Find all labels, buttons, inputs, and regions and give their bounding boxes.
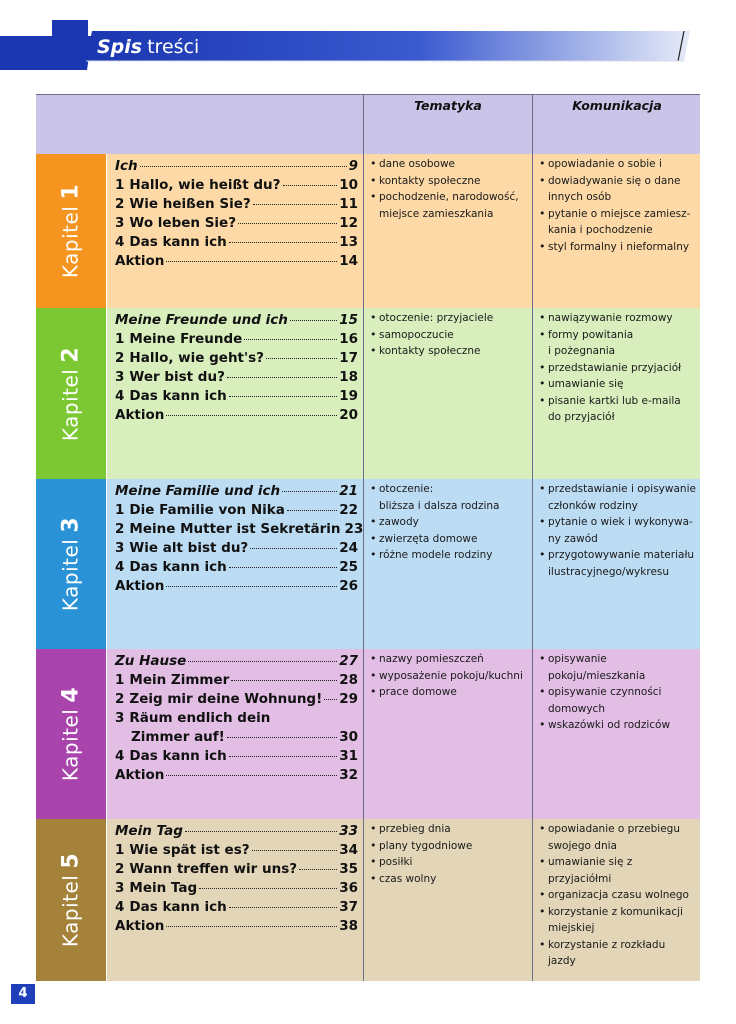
tematyka-list <box>370 481 528 564</box>
bullet-item: bliższa i dalsza rodzina <box>379 499 500 512</box>
lesson-title: Das kann ich <box>129 388 227 404</box>
tematyka-cell <box>364 649 532 819</box>
lesson-entry <box>115 196 358 215</box>
lesson-entry <box>115 253 358 272</box>
chapter-word: Kapitel <box>58 708 83 782</box>
lesson-title: Ich <box>115 158 138 174</box>
lesson-page: 17 <box>339 350 358 366</box>
bullet-item: do przyjaciół <box>548 411 615 423</box>
bullet-item: • plany tygodniowe <box>370 838 528 855</box>
leader-dots <box>229 242 337 243</box>
lesson-title: Das kann ich <box>129 559 227 575</box>
lesson-entry <box>115 653 358 672</box>
leader-dots <box>290 320 337 321</box>
divider-1 <box>363 94 364 981</box>
divider-2 <box>532 94 533 981</box>
lesson-page: 29 <box>339 691 358 707</box>
lesson-number: 2 <box>115 861 125 877</box>
leader-dots <box>227 737 337 738</box>
lesson-page: 23 <box>344 521 364 537</box>
lesson-list <box>115 483 364 597</box>
lesson-number: 3 <box>115 369 125 385</box>
bullet-item: pokoju/mieszkania <box>548 669 646 682</box>
chapter-label <box>59 184 84 278</box>
lesson-entry <box>115 691 358 710</box>
lesson-number: 2 <box>115 521 125 537</box>
chapter-label <box>59 346 84 440</box>
toc-table <box>36 94 700 981</box>
lesson-entry <box>115 559 358 578</box>
chapter-label <box>59 853 84 947</box>
bullet-item: ny zawód <box>548 532 598 545</box>
bullet-item: • korzystanie z komunikacji <box>539 904 696 921</box>
tematyka-list <box>370 310 528 360</box>
leader-dots <box>199 888 337 889</box>
leader-dots <box>229 396 337 397</box>
leader-dots <box>283 185 338 186</box>
lesson-page: 30 <box>339 729 358 745</box>
lesson-entry <box>115 823 358 842</box>
bullet-item: • nawiązywanie rozmowy <box>539 310 696 327</box>
bullet-item: • dowiadywanie się o dane <box>539 173 696 190</box>
page-title <box>97 33 199 61</box>
lesson-number: 2 <box>115 350 125 366</box>
komunikacja-list <box>539 821 696 970</box>
bullet-item: kania i pochodzenie <box>548 224 653 236</box>
leader-dots <box>166 926 337 927</box>
lesson-entry <box>115 350 358 369</box>
lesson-page: 15 <box>339 312 358 328</box>
komunikacja-list <box>539 651 696 734</box>
lesson-entry <box>115 483 358 502</box>
lessons-cell <box>107 154 363 308</box>
lesson-entry <box>115 672 358 691</box>
leader-dots <box>166 586 337 587</box>
lesson-page: 33 <box>339 823 358 839</box>
lesson-number: 4 <box>115 234 125 250</box>
col-head-tematyka: Tematyka <box>414 98 482 113</box>
bullet-item: • posiłki <box>370 854 528 871</box>
lesson-title: Räum endlich dein <box>129 710 271 726</box>
bullet-item: • przebieg dnia <box>370 821 528 838</box>
chapter-label <box>59 517 84 611</box>
lesson-page: 19 <box>339 388 358 404</box>
lesson-page: 27 <box>339 653 358 669</box>
bullet-item: • pochodzenie, narodowość, <box>370 189 528 206</box>
leader-dots <box>250 548 337 549</box>
chapter-side-band <box>36 819 106 981</box>
bullet-item: • otoczenie: przyjaciele <box>370 310 528 327</box>
bullet-item: • zwierzęta domowe <box>370 531 528 548</box>
lesson-title: Meine Mutter ist Sekretärin <box>129 521 341 537</box>
bullet-item: • umawianie się z przyjaciółmi <box>539 854 696 887</box>
lesson-number: 2 <box>115 691 125 707</box>
tematyka-list <box>370 156 528 222</box>
lesson-number: 4 <box>115 388 125 404</box>
lesson-page: 22 <box>339 502 358 518</box>
lesson-page: 38 <box>339 918 358 934</box>
lesson-page: 21 <box>339 483 358 499</box>
lesson-entry <box>115 578 358 597</box>
lesson-title: Das kann ich <box>129 748 227 764</box>
leader-dots <box>266 358 337 359</box>
chapter-word: Kapitel <box>58 205 83 279</box>
lesson-entry <box>115 710 358 729</box>
lesson-page: 9 <box>348 158 358 174</box>
lesson-entry <box>115 312 358 331</box>
lesson-number: 3 <box>115 710 125 726</box>
komunikacja-cell <box>533 649 700 819</box>
lesson-entry <box>115 918 358 937</box>
tematyka-list <box>370 651 528 701</box>
tematyka-list <box>370 821 528 887</box>
lesson-page: 12 <box>339 215 358 231</box>
leader-dots <box>227 377 337 378</box>
chapter-row-1 <box>36 154 700 308</box>
lesson-title: Wo leben Sie? <box>129 215 237 231</box>
lesson-entry <box>115 502 358 521</box>
bullet-item: • wskazówki od rodziców <box>539 717 696 734</box>
lesson-title: Hallo, wie geht's? <box>129 350 265 366</box>
lesson-entry <box>115 748 358 767</box>
chapter-number: 2 <box>58 346 84 363</box>
lesson-number: 3 <box>115 880 125 896</box>
lesson-page: 31 <box>339 748 358 764</box>
lesson-entry <box>115 899 358 918</box>
lesson-page: 20 <box>339 407 358 423</box>
tematyka-cell <box>364 154 532 308</box>
lesson-number: 1 <box>115 177 125 193</box>
bullet-item: • dane osobowe <box>370 156 528 173</box>
lesson-number: 1 <box>115 331 125 347</box>
bullet-item: • opisywanie <box>539 651 696 668</box>
lesson-entry <box>115 540 358 559</box>
lesson-number: 4 <box>115 559 125 575</box>
lesson-number: 4 <box>115 748 125 764</box>
leader-dots <box>229 907 337 908</box>
bullet-item: i pożegnania <box>548 345 616 357</box>
lessons-cell <box>107 649 363 819</box>
komunikacja-list <box>539 481 696 580</box>
leader-dots <box>238 223 337 224</box>
lesson-entry <box>115 842 358 861</box>
chapter-number: 1 <box>58 183 84 200</box>
lesson-page: 25 <box>339 559 358 575</box>
leader-dots <box>282 491 337 492</box>
chapter-number: 3 <box>58 516 84 533</box>
lesson-entry <box>115 215 358 234</box>
chapter-number: 5 <box>58 852 84 869</box>
leader-dots <box>229 756 337 757</box>
col-head-komunikacja: Komunikacja <box>572 98 662 113</box>
lesson-title: Wann treffen wir uns? <box>129 861 298 877</box>
lesson-number: 1 <box>115 672 125 688</box>
chapter-label <box>59 687 84 781</box>
title-bold: Spis <box>97 36 143 58</box>
leader-dots <box>231 680 337 681</box>
lesson-number: 1 <box>115 502 125 518</box>
bullet-item: • wyposażenie pokoju/kuchni <box>370 668 528 685</box>
lesson-title: Das kann ich <box>129 234 227 250</box>
bullet-item: • różne modele rodziny <box>370 547 528 564</box>
leader-dots <box>229 567 337 568</box>
bullet-item: • formy powitania <box>539 327 696 344</box>
lesson-number: 3 <box>115 540 125 556</box>
lesson-number: 2 <box>115 196 125 212</box>
bullet-item: • przedstawianie i opisywanie <box>539 481 696 498</box>
bullet-item: • otoczenie: <box>370 481 528 498</box>
bullet-item: • opowiadanie o przebiegu <box>539 821 696 838</box>
chapter-row-3 <box>36 479 700 649</box>
bullet-item: • zawody <box>370 514 528 531</box>
chapter-word: Kapitel <box>58 538 83 612</box>
lesson-number: 4 <box>115 899 125 915</box>
lesson-page: 28 <box>339 672 358 688</box>
lesson-entry <box>115 369 358 388</box>
lesson-title: Aktion <box>115 407 165 423</box>
bullet-item: innych osób <box>548 191 612 203</box>
leader-dots <box>299 869 337 870</box>
bullet-item: • opisywanie czynności <box>539 684 696 701</box>
lesson-entry <box>115 729 358 748</box>
bullet-item: • pytanie o wiek i wykonywa- <box>539 514 696 531</box>
lessons-cell <box>107 479 363 649</box>
tematyka-cell <box>364 819 532 981</box>
lesson-list <box>115 653 358 786</box>
leader-dots <box>166 261 337 262</box>
lesson-page: 11 <box>339 196 358 212</box>
table-top-border <box>36 94 700 95</box>
bullet-item: • umawianie się <box>539 376 696 393</box>
bullet-item: • opowiadanie o sobie i <box>539 156 696 173</box>
bullet-item: ilustracyjnego/wykresu <box>548 565 670 578</box>
lesson-page: 35 <box>339 861 358 877</box>
lesson-title: Aktion <box>115 253 165 269</box>
lesson-entry <box>115 388 358 407</box>
bullet-item: • pisanie kartki lub e-maila <box>539 393 696 410</box>
lesson-entry <box>115 767 358 786</box>
chapter-row-4 <box>36 649 700 819</box>
bullet-item: swojego dnia <box>548 839 617 852</box>
bullet-item: • organizacja czasu wolnego <box>539 887 696 904</box>
lesson-page: 34 <box>339 842 358 858</box>
bullet-item: • przedstawianie przyjaciół <box>539 360 696 377</box>
lesson-title: Wie spät ist es? <box>129 842 250 858</box>
chapter-number: 4 <box>58 686 84 703</box>
bullet-item: • samopoczucie <box>370 327 528 344</box>
leader-dots <box>324 699 337 700</box>
tematyka-cell <box>364 308 532 479</box>
komunikacja-cell <box>533 479 700 649</box>
leader-dots <box>185 831 337 832</box>
leader-dots <box>166 415 337 416</box>
lesson-page: 13 <box>339 234 358 250</box>
leader-dots <box>253 204 338 205</box>
lessons-cell <box>107 308 363 479</box>
leader-dots <box>252 850 338 851</box>
bullet-item: • korzystanie z rozkładu jazdy <box>539 937 696 970</box>
chapter-word: Kapitel <box>58 368 83 441</box>
lesson-entry <box>115 861 358 880</box>
komunikacja-cell <box>533 819 700 981</box>
lesson-page: 16 <box>339 331 358 347</box>
leader-dots <box>140 166 347 167</box>
chapter-row-2 <box>36 308 700 479</box>
bullet-item: • styl formalny i nieformalny <box>539 239 696 256</box>
lesson-page: 18 <box>339 369 358 385</box>
lesson-entry <box>115 331 358 350</box>
lesson-title: Zeig mir deine Wohnung! <box>129 691 323 707</box>
bullet-item: • przygotowywanie materiału <box>539 547 696 564</box>
bullet-item: • nazwy pomieszczeń <box>370 651 528 668</box>
lesson-page: 36 <box>339 880 358 896</box>
lesson-title: Das kann ich <box>129 899 227 915</box>
lesson-entry <box>115 521 364 540</box>
lesson-entry <box>115 177 358 196</box>
lesson-title: Mein Tag <box>115 823 183 839</box>
page-number: 4 <box>11 984 35 1004</box>
komunikacja-cell <box>533 308 700 479</box>
lesson-title: Wie heißen Sie? <box>129 196 251 212</box>
table-header <box>36 94 700 154</box>
lesson-title: Zu Hause <box>115 653 187 669</box>
lesson-title: Aktion <box>115 918 165 934</box>
lesson-title: Meine Freunde und ich <box>115 312 288 328</box>
lesson-title: Aktion <box>115 578 165 594</box>
lesson-entry <box>115 880 358 899</box>
title-light: treści <box>147 36 200 58</box>
lesson-page: 26 <box>339 578 358 594</box>
lesson-title: Meine Freunde <box>129 331 243 347</box>
lesson-number: 3 <box>115 215 125 231</box>
lesson-title: Wer bist du? <box>129 369 225 385</box>
lesson-title: Meine Familie und ich <box>115 483 281 499</box>
lesson-page: 10 <box>339 177 358 193</box>
bullet-item: • kontakty społeczne <box>370 173 528 190</box>
bullet-item: • prace domowe <box>370 684 528 701</box>
lesson-title: Zimmer auf! <box>131 729 225 745</box>
leader-dots <box>244 339 337 340</box>
bullet-item: miejskiej <box>548 922 595 934</box>
lessons-cell <box>107 819 363 981</box>
lesson-page: 32 <box>339 767 358 783</box>
chapter-side-band <box>36 308 106 479</box>
chapter-word: Kapitel <box>58 874 83 948</box>
bullet-item: członków rodziny <box>548 499 638 512</box>
komunikacja-list <box>539 310 696 426</box>
chapter-row-5 <box>36 819 700 981</box>
bullet-item: • kontakty społeczne <box>370 343 528 360</box>
lesson-page: 14 <box>339 253 358 269</box>
lesson-title: Mein Tag <box>129 880 198 896</box>
chapter-side-band <box>36 649 106 819</box>
lesson-entry <box>115 158 358 177</box>
lesson-list <box>115 158 358 272</box>
chapter-side-band <box>36 154 106 308</box>
lesson-list <box>115 312 358 426</box>
bullet-item: miejsce zamieszkania <box>379 207 494 220</box>
leader-dots <box>166 775 337 776</box>
lesson-page: 37 <box>339 899 358 915</box>
lesson-title: Die Familie von Nika <box>129 502 285 518</box>
leader-dots <box>188 661 337 662</box>
leader-dots <box>287 510 337 511</box>
bullet-item: • czas wolny <box>370 871 528 888</box>
bullet-item: domowych <box>548 702 605 715</box>
chapter-side-band <box>36 479 106 649</box>
lesson-list <box>115 823 358 937</box>
bullet-item: • pytanie o miejsce zamiesz- <box>539 206 696 223</box>
lesson-title: Aktion <box>115 767 165 783</box>
lesson-title: Wie alt bist du? <box>129 540 249 556</box>
tematyka-cell <box>364 479 532 649</box>
lesson-title: Hallo, wie heißt du? <box>129 177 281 193</box>
lesson-title: Mein Zimmer <box>129 672 230 688</box>
lesson-page: 24 <box>339 540 358 556</box>
komunikacja-list <box>539 156 696 255</box>
lesson-entry <box>115 234 358 253</box>
lesson-entry <box>115 407 358 426</box>
komunikacja-cell <box>533 154 700 308</box>
lesson-number: 1 <box>115 842 125 858</box>
